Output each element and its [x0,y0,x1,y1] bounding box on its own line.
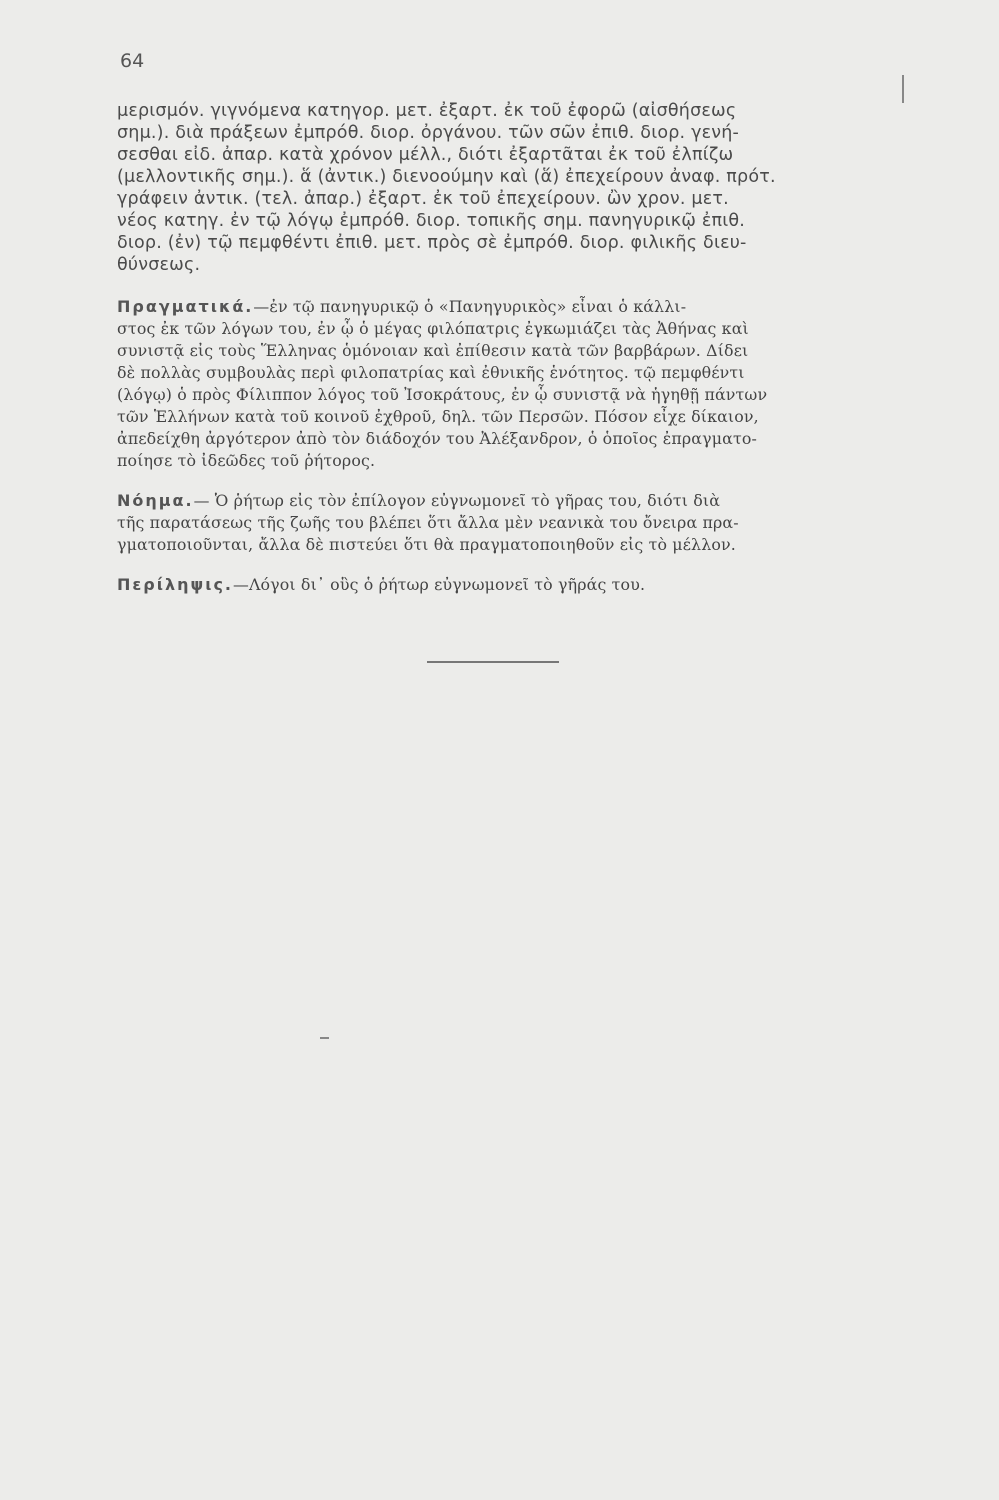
pragmatika-line: ποίησε τὸ ἰδεῶδες τοῦ ῥήτορος. [117,451,376,470]
pragmatika-line: ἀπεδείχθη ἀργότερον ἀπὸ τὸν διάδοχόν του Ἀλέξανδρον, ὁ ὁποῖος ἐπραγματο- [117,429,757,448]
pragmatika-line: (λόγῳ) ὁ πρὸς Φίλιππον λόγος τοῦ Ἰσοκράτους, ἐν ᾧ συνιστᾷ νὰ ἡγηθῇ πάντων [117,385,768,404]
pragmatika-line: τῶν Ἑλλήνων κατὰ τοῦ κοινοῦ ἐχθροῦ, δηλ. τῶν Περσῶν. Πόσον εἶχε δίκαιον, [117,407,759,426]
grammar-line: (μελλοντικῆς σημ.). ἅ (ἀντικ.) διενοούμην καὶ (ἅ) ἐπεχείρουν ἀναφ. πρότ. [117,167,776,187]
grammatical-analysis [117,100,907,276]
perilipsis-section [117,574,907,596]
grammar-line: σεσθαι εἰδ. ἀπαρ. κατὰ χρόνον μέλλ., διότι ἐξαρτᾶται ἐκ τοῦ ἐλπίζω [117,145,734,165]
grammar-line: μερισμόν. γιγνόμενα κατηγορ. μετ. ἐξαρτ. ἐκ τοῦ ἐφορῶ (αἰσθήσεως [117,101,737,121]
noima-first-line [117,490,907,512]
pragmatika-heading: Πραγματικά. [117,297,254,316]
perilipsis-text: —Λόγοι δι᾽ οὓς ὁ ῥήτωρ εὐγνωμονεῖ τὸ γῆράς του. [233,575,646,594]
noima-line: γματοποιοῦνται, ἄλλα δὲ πιστεύει ὅτι θὰ πραγματοποιηθοῦν εἰς τὸ μέλλον. [117,535,736,554]
noima-line: — Ὁ ῥήτωρ εἰς τὸν ἐπίλογον εὐγνωμονεῖ τὸ γῆρας του, διότι διὰ [193,491,721,510]
pragmatika-line: συνιστᾷ εἰς τοὺς Ἕλληνας ὁμόνοιαν καὶ ἐπίθεσιν κατὰ τῶν βαρβάρων. Δίδει [117,341,749,360]
grammar-line: γράφειν ἀντικ. (τελ. ἀπαρ.) ἐξαρτ. ἐκ τοῦ ἐπεχείρουν. ὢν χρον. μετ. [117,189,729,209]
noima-heading: Νόημα. [117,491,194,510]
noima-section [117,490,907,556]
perilipsis-heading: Περίληψις. [117,575,233,594]
grammar-line: νέος κατηγ. ἐν τῷ λόγῳ ἐμπρόθ. διορ. τοπικῆς σημ. πανηγυρικῷ ἐπιθ. [117,211,746,231]
noima-line: τῆς παρατάσεως τῆς ζωῆς του βλέπει ὅτι ἄλλα μὲν νεανικὰ του ὄνειρα πρα- [117,513,739,532]
perilipsis-line [117,574,907,596]
grammar-line: διορ. (ἐν) τῷ πεμφθέντι ἐπιθ. μετ. πρὸς σὲ ἐμπρόθ. διορ. φιλικῆς διευ- [117,233,747,253]
grammar-line: σημ.). διὰ πράξεων ἐμπρόθ. διορ. ὀργάνου. τῶν σῶν ἐπιθ. διορ. γενή- [117,123,740,143]
pragmatika-section [117,296,907,472]
pragmatika-line: στος ἐκ τῶν λόγων του, ἐν ᾧ ὁ μέγας φιλόπατρις ἐγκωμιάζει τὰς Ἀθήνας καὶ [117,319,749,338]
page-number: 64 [120,50,145,72]
section-divider [427,661,559,663]
grammar-line: θύνσεως. [117,255,201,275]
pragmatika-line: —ἐν τῷ πανηγυρικῷ ὁ «Πανηγυρικὸς» εἶναι ὁ κάλλι- [253,297,687,316]
stray-dash-mark [320,1037,329,1039]
pragmatika-first-line [117,296,907,318]
margin-mark [902,75,904,103]
pragmatika-line: δὲ πολλὰς συμβουλὰς περὶ φιλοπατρίας καὶ ἐθνικῆς ἑνότητος. τῷ πεμφθέντι [117,363,745,382]
